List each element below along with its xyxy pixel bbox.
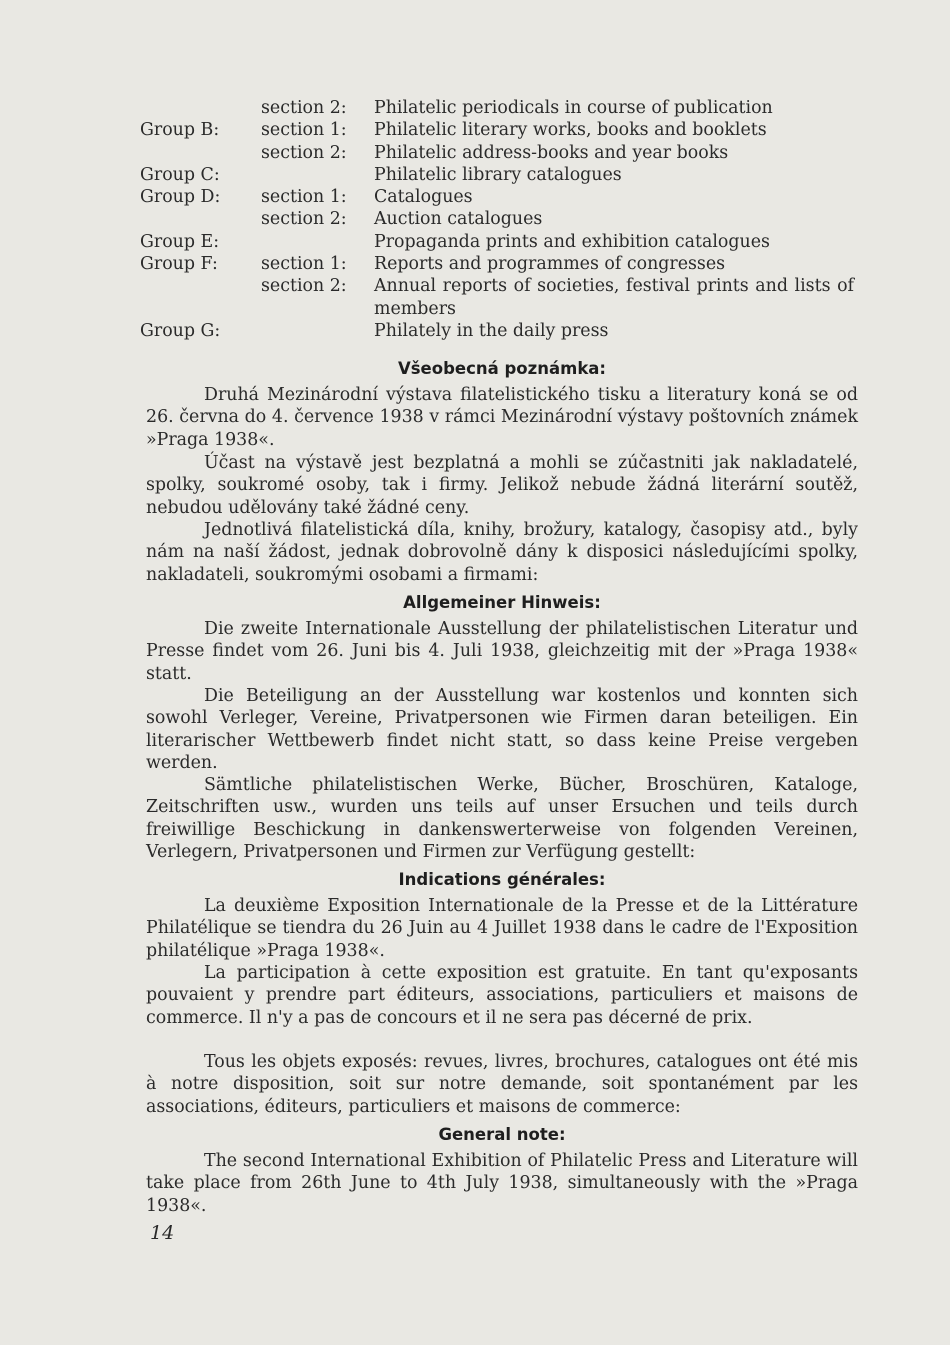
group-row bbox=[140, 97, 860, 119]
group-label: Group E: bbox=[140, 231, 220, 252]
group-row bbox=[140, 186, 860, 208]
section-label: section 2: bbox=[261, 98, 347, 118]
page-number: 14 bbox=[150, 1222, 175, 1244]
group-label: Group C: bbox=[140, 164, 220, 185]
french-paragraph-1: La deuxième Exposition Internationale de la Presse et de la Littérature Philatélique se tiendra du 26 Juin au 4 Juillet 1938 dans le cadre de l'Exposition philatélique »Praga 1938«. bbox=[146, 896, 858, 961]
section-label: section 1: bbox=[261, 254, 347, 275]
group-row bbox=[140, 320, 860, 342]
group-description: Reports and programmes of congresses bbox=[374, 254, 726, 275]
group-description: Auction catalogues bbox=[374, 209, 543, 230]
section-label: section 1: bbox=[261, 120, 347, 141]
german-paragraph-1: Die zweite Internationale Ausstellung der philatelistischen Literatur und Presse findet vom 26. Juni bis 4. Juli 1938, gleichzeitig mit der »Praga 1938« statt. bbox=[146, 619, 858, 684]
german-heading: Allgemeiner Hinweis: bbox=[403, 593, 601, 612]
group-section-table bbox=[140, 97, 860, 342]
group-row bbox=[140, 275, 860, 320]
group-row bbox=[140, 208, 860, 230]
group-label: Group F: bbox=[140, 254, 218, 275]
french-heading: Indications générales: bbox=[398, 870, 606, 889]
section-label: section 2: bbox=[261, 209, 347, 230]
section-label: section 1: bbox=[261, 187, 347, 208]
section-label: section 2: bbox=[261, 276, 347, 297]
group-row bbox=[140, 231, 860, 253]
group-description: Philatelic periodicals in course of publication bbox=[374, 98, 773, 118]
section-label: section 2: bbox=[261, 142, 347, 163]
czech-paragraph-3: Jednotlivá filatelistická díla, knihy, brožury, katalogy, časopisy atd., byly nám na naší žádost, jednak dobrovolně dány k disposici následujícími spolky, nakladateli, soukromými osobami a firmami: bbox=[146, 520, 858, 585]
group-label: Group D: bbox=[140, 187, 221, 208]
english-heading: General note: bbox=[438, 1125, 566, 1144]
english-paragraph-1: The second International Exhibition of Philatelic Press and Literature will take place from 26th June to 4th July 1938, simultaneously with the »Praga 1938«. bbox=[146, 1151, 858, 1216]
german-paragraph-3: Sämtliche philatelistischen Werke, Bücher, Broschüren, Kataloge, Zeitschriften usw., wurden uns teils auf unser Ersuchen und teils durch freiwillige Beschickung in dankenswerterweise von folgenden Vereinen, Verlegern, Privatpersonen und Firmen zur Verfügung gestellt: bbox=[146, 775, 858, 862]
group-row bbox=[140, 119, 860, 141]
czech-heading: Všeobecná poznámka: bbox=[397, 359, 607, 378]
group-label: Group G: bbox=[140, 320, 221, 341]
group-description: Catalogues bbox=[374, 187, 473, 208]
french-paragraph-2: La participation à cette exposition est gratuite. En tant qu'exposants pouvaient y prendre part éditeurs, associations, particuliers et maisons de commerce. Il n'y a pas de concours et il ne sera pas décerné de prix. bbox=[146, 963, 858, 1028]
group-description: Propaganda prints and exhibition catalogues bbox=[374, 231, 770, 252]
group-row bbox=[140, 142, 860, 164]
group-row bbox=[140, 253, 860, 275]
group-description: Philatelic literary works, books and booklets bbox=[374, 120, 767, 141]
czech-paragraph-1: Druhá Mezinárodní výstava filatelistického tisku a literatury koná se od 26. června do 4. července 1938 v rámci Mezinárodní výstavy poštovních známek »Praga 1938«. bbox=[146, 385, 858, 450]
group-description: Annual reports of societies, festival prints and lists of members bbox=[374, 276, 854, 319]
group-label: Group B: bbox=[140, 120, 220, 141]
group-description: Philately in the daily press bbox=[374, 320, 609, 341]
group-description: Philatelic library catalogues bbox=[374, 164, 622, 185]
group-row bbox=[140, 164, 860, 186]
french-paragraph-3: Tous les objets exposés: revues, livres, brochures, catalogues ont été mis à notre disposition, soit sur notre demande, soit spontanément par les associations, éditeurs, particuliers et maisons de commerce: bbox=[146, 1052, 858, 1117]
czech-paragraph-2: Účast na výstavě jest bezplatná a mohli se zúčastniti jak nakladatelé, spolky, soukromé osoby, tak i firmy. Jelikož nebude žádná literární soutěž, nebudou udělovány také žádné ceny. bbox=[146, 453, 858, 518]
german-paragraph-2: Die Beteiligung an der Ausstellung war kostenlos und konnten sich sowohl Verleger, Vereine, Privatpersonen wie Firmen daran beteiligen. Ein literarischer Wettbewerb findet nicht statt, so dass keine Preise vergeben werden. bbox=[146, 686, 858, 773]
group-description: Philatelic address-books and year books bbox=[374, 142, 729, 163]
